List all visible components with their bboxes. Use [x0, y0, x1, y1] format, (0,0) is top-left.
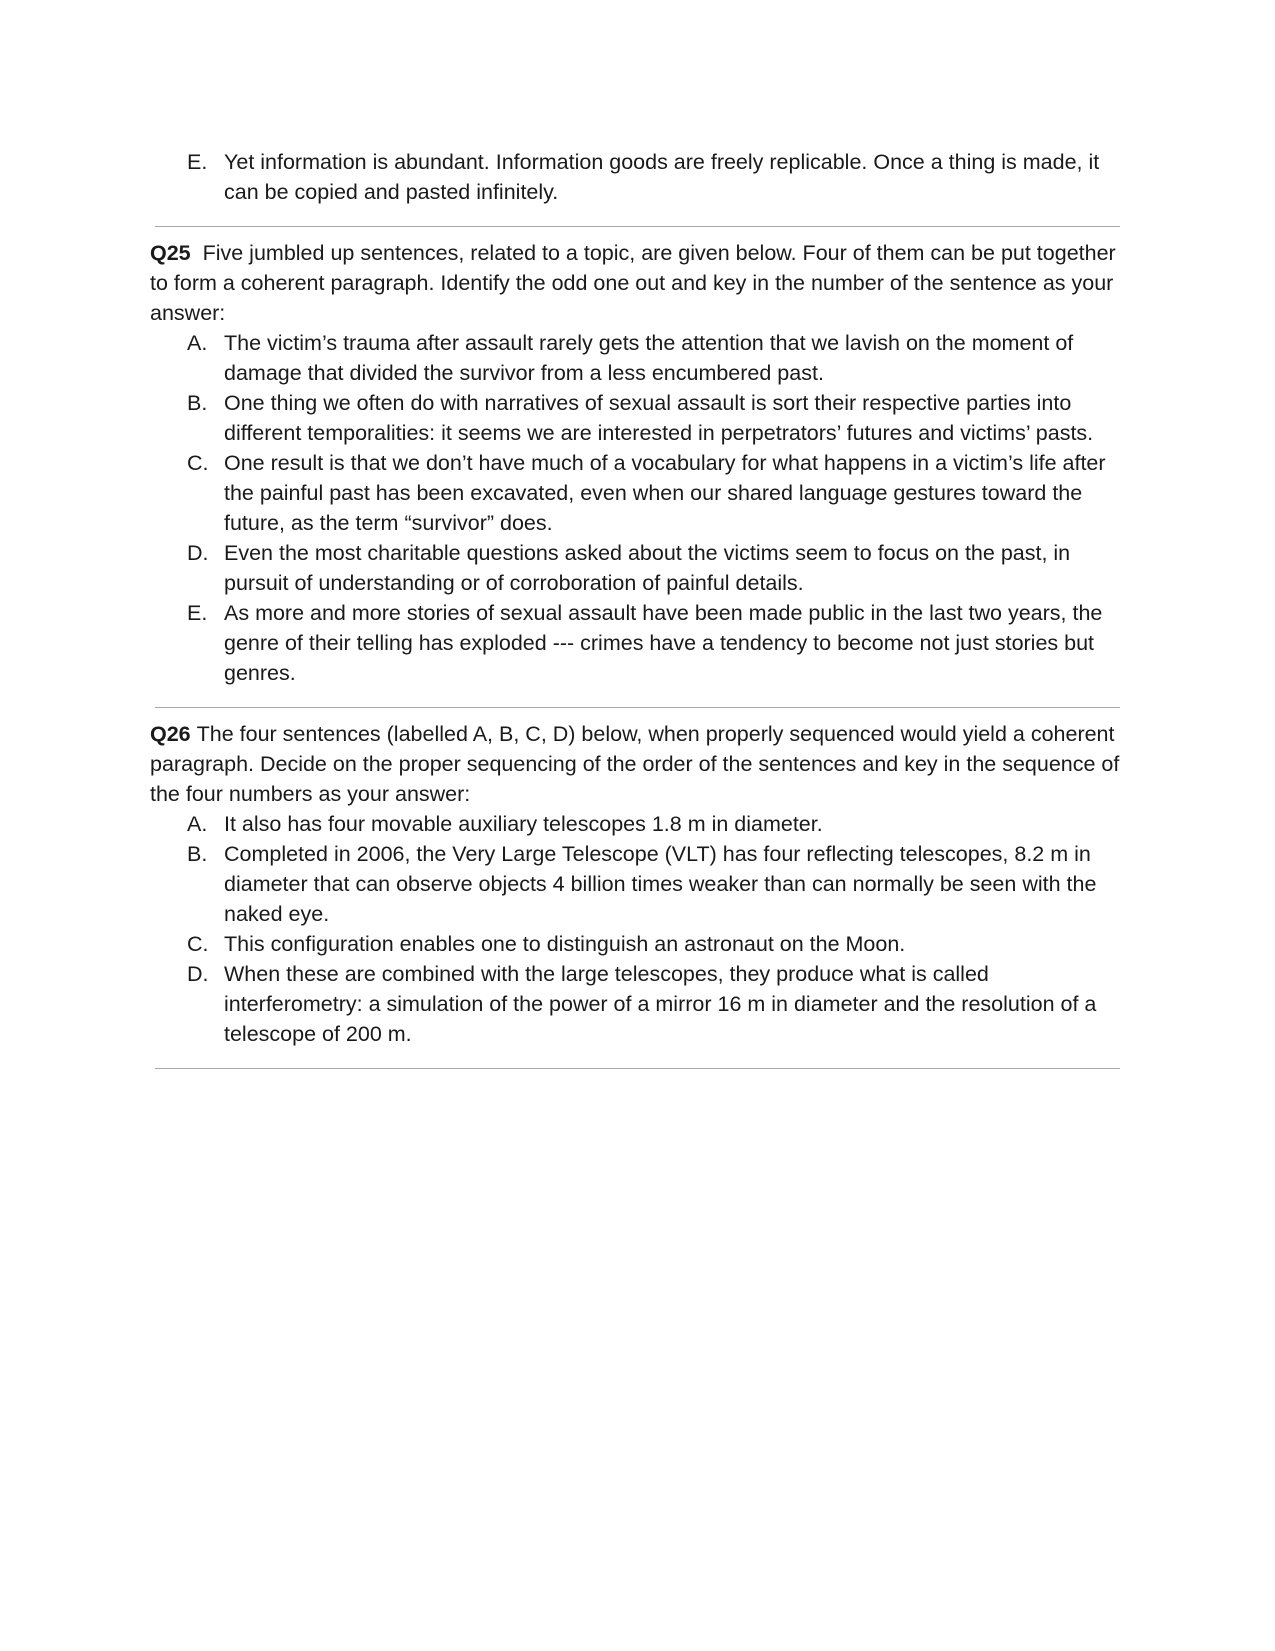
option-letter: D.: [187, 541, 209, 565]
option-text: The victim’s trauma after assault rarely gets the attention that we lavish on the moment of damage that divided the survivor from a less encumbered past.: [224, 331, 1074, 385]
option-letter: D.: [187, 962, 209, 986]
q26-option-d: [150, 959, 1130, 1049]
option-text: Even the most charitable questions asked about the victims seem to focus on the past, in pursuit of understanding or of corroboration of painful details.: [224, 541, 1071, 595]
q25-option-a: [150, 328, 1130, 388]
option-text: One thing we often do with narratives of sexual assault is sort their respective parties into different temporalities: it seems we are interested in perpetrators’ futures and victims’ pasts.: [224, 391, 1094, 445]
q26-option-c: [150, 929, 1130, 959]
question-label: Q25: [150, 241, 191, 265]
option-letter: A.: [187, 331, 208, 355]
option-letter: E.: [187, 150, 208, 174]
option-text: Completed in 2006, the Very Large Telescope (VLT) has four reflecting telescopes, 8.2 m in diameter that can observe objects 4 billion times weaker than can normally be seen with the naked eye.: [224, 842, 1097, 926]
q25-option-d: [150, 538, 1130, 598]
q26-option-a: [150, 809, 1130, 839]
question-label: Q26: [150, 722, 191, 746]
q26-option-b: [150, 839, 1130, 929]
option-text: When these are combined with the large telescopes, they produce what is called interferometry: a simulation of the power of a mirror 16 m in diameter and the resolution of a telescope of 200 m.: [224, 962, 1097, 1046]
question-prompt: [150, 238, 1130, 328]
question-q25: [150, 238, 1130, 688]
option-text: It also has four movable auxiliary telescopes 1.8 m in diameter.: [224, 812, 823, 836]
question-q26: [150, 719, 1130, 1049]
horizontal-divider: [155, 1068, 1120, 1069]
option-letter: E.: [187, 601, 208, 625]
question-prompt: [150, 719, 1130, 809]
q25-option-e: [150, 598, 1130, 688]
option-text: Yet information is abundant. Information goods are freely replicable. Once a thing is made, it can be copied and pasted infinitely.: [224, 150, 1100, 204]
q25-option-c: [150, 448, 1130, 538]
question-text: Five jumbled up sentences, related to a topic, are given below. Four of them can be put together to form a coherent paragraph. Identify the odd one out and key in the number of the sentence as your answer:: [150, 241, 1116, 325]
prev-option-e: [150, 147, 1130, 207]
option-letter: B.: [187, 842, 208, 866]
document-page: [150, 147, 1130, 1069]
option-text: This configuration enables one to distinguish an astronaut on the Moon.: [224, 932, 906, 956]
question-text: The four sentences (labelled A, B, C, D) below, when properly sequenced would yield a coherent paragraph. Decide on the proper sequencing of the order of the sentences and key in the sequence of the four numbers as your answer:: [150, 722, 1120, 806]
option-letter: B.: [187, 391, 208, 415]
option-letter: A.: [187, 812, 208, 836]
option-text: One result is that we don’t have much of a vocabulary for what happens in a victim’s life after the painful past has been excavated, even when our shared language gestures toward the future, as the term “survivor” does.: [224, 451, 1106, 535]
option-letter: C.: [187, 451, 209, 475]
horizontal-divider: [155, 707, 1120, 708]
option-letter: C.: [187, 932, 209, 956]
horizontal-divider: [155, 226, 1120, 227]
q25-option-b: [150, 388, 1130, 448]
option-text: As more and more stories of sexual assault have been made public in the last two years, the genre of their telling has exploded --- crimes have a tendency to become not just stories but genres.: [224, 601, 1103, 685]
